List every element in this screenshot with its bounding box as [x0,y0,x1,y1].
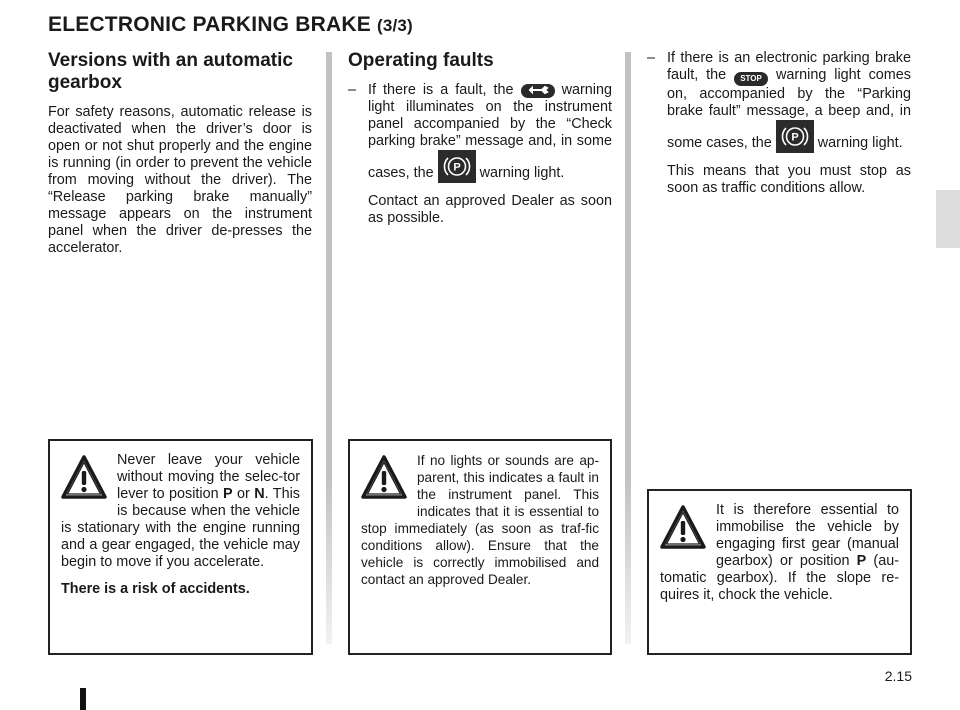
list-dash: – [647,50,656,66]
warning-text-instrument: If no lights or sounds are ap-parent, this indicates a fault in the instrument panel. This indicates that it is essential to stop immediately (as soon as traf-fic conditions allow). Ensure that the vehicle is correctly immobilised and contact an approved Dealer. [361,453,599,587]
parking-brake-icon [776,120,814,153]
must-stop-text: This means that you must stop as soon as traffic conditions allow. [667,163,911,196]
svg-text:P: P [791,131,799,144]
page-title [48,13,413,37]
position-n: N [254,486,265,502]
column-automatic-gearbox [48,50,312,257]
warn3-text-a: It is therefore essential to immobilise the vehicle by engaging first gear (manual gearbox) or position [716,502,899,569]
warning-triangle-icon [660,504,706,550]
chapter-side-tab [936,190,960,248]
epb-text-a: If there is an electronic parking brake fault, the [667,50,911,83]
section-heading-faults: Operating faults [348,50,494,71]
warning-triangle-icon [361,454,407,500]
title-text: ELECTRONIC PARKING BRAKE [48,13,371,36]
position-p: P [223,486,233,502]
wrench-icon [521,84,555,98]
warn3-text-b: (au-tomatic gearbox). If the slope re-quires it, chock the vehicle. [660,553,899,603]
automatic-release-text: For safety reasons, automatic release is deactivated when the driver’s door is open or not shut properly and the engine is running (in order to prevent the vehicle from moving without the driver). The “Release parking brake manually” message appears on the instrument panel when the driver de-presses the accelerator. [48,104,312,256]
warn1-text-b: . This is because when the vehicle is stationary with the engine running and a gear engaged, the vehicle may begin to move if you accelerate. [61,486,300,570]
contact-dealer-text: Contact an approved Dealer as soon as possible. [368,193,612,226]
column-divider-2 [625,52,631,644]
warning-triangle-icon [61,454,107,500]
page-number: 2.15 [884,668,912,684]
column-electronic-fault [647,50,911,197]
warning-box-selector-lever [48,439,313,655]
column-operating-faults [348,50,612,227]
stop-icon: STOP [734,72,768,86]
column-divider-1 [326,52,332,644]
list-dash: – [348,82,357,98]
title-suffix: (3/3) [376,16,413,35]
position-p: P [856,553,867,569]
risk-of-accidents-text: There is a risk of accidents. [61,581,250,597]
page-corner-mark [80,688,86,710]
fault-text-c: warning light. [475,165,565,181]
warn1-text-or: or [232,486,255,502]
epb-fault-list-item [647,50,911,153]
fault-text-b: warning light illuminates on the instrument panel accompanied by the “Check parking brake” message and, in some cases, the [368,82,612,181]
warn1-text-a: Never leave your vehicle without moving the selec-tor lever to position [117,452,300,502]
parking-brake-icon [438,150,476,183]
warning-box-instrument-fault [348,439,612,655]
epb-text-b: warning light comes on, accompanied by the “Parking brake fault” message, a beep and, in some cases, the [667,67,911,151]
warning-box-immobilise [647,489,912,655]
epb-text-c: warning light. [813,135,903,151]
svg-text:P: P [452,161,461,174]
fault-text-a: If there is a fault, the [368,82,521,98]
section-heading-automatic: Versions with an automatic gearbox [48,50,293,93]
fault-list-item [348,82,612,183]
